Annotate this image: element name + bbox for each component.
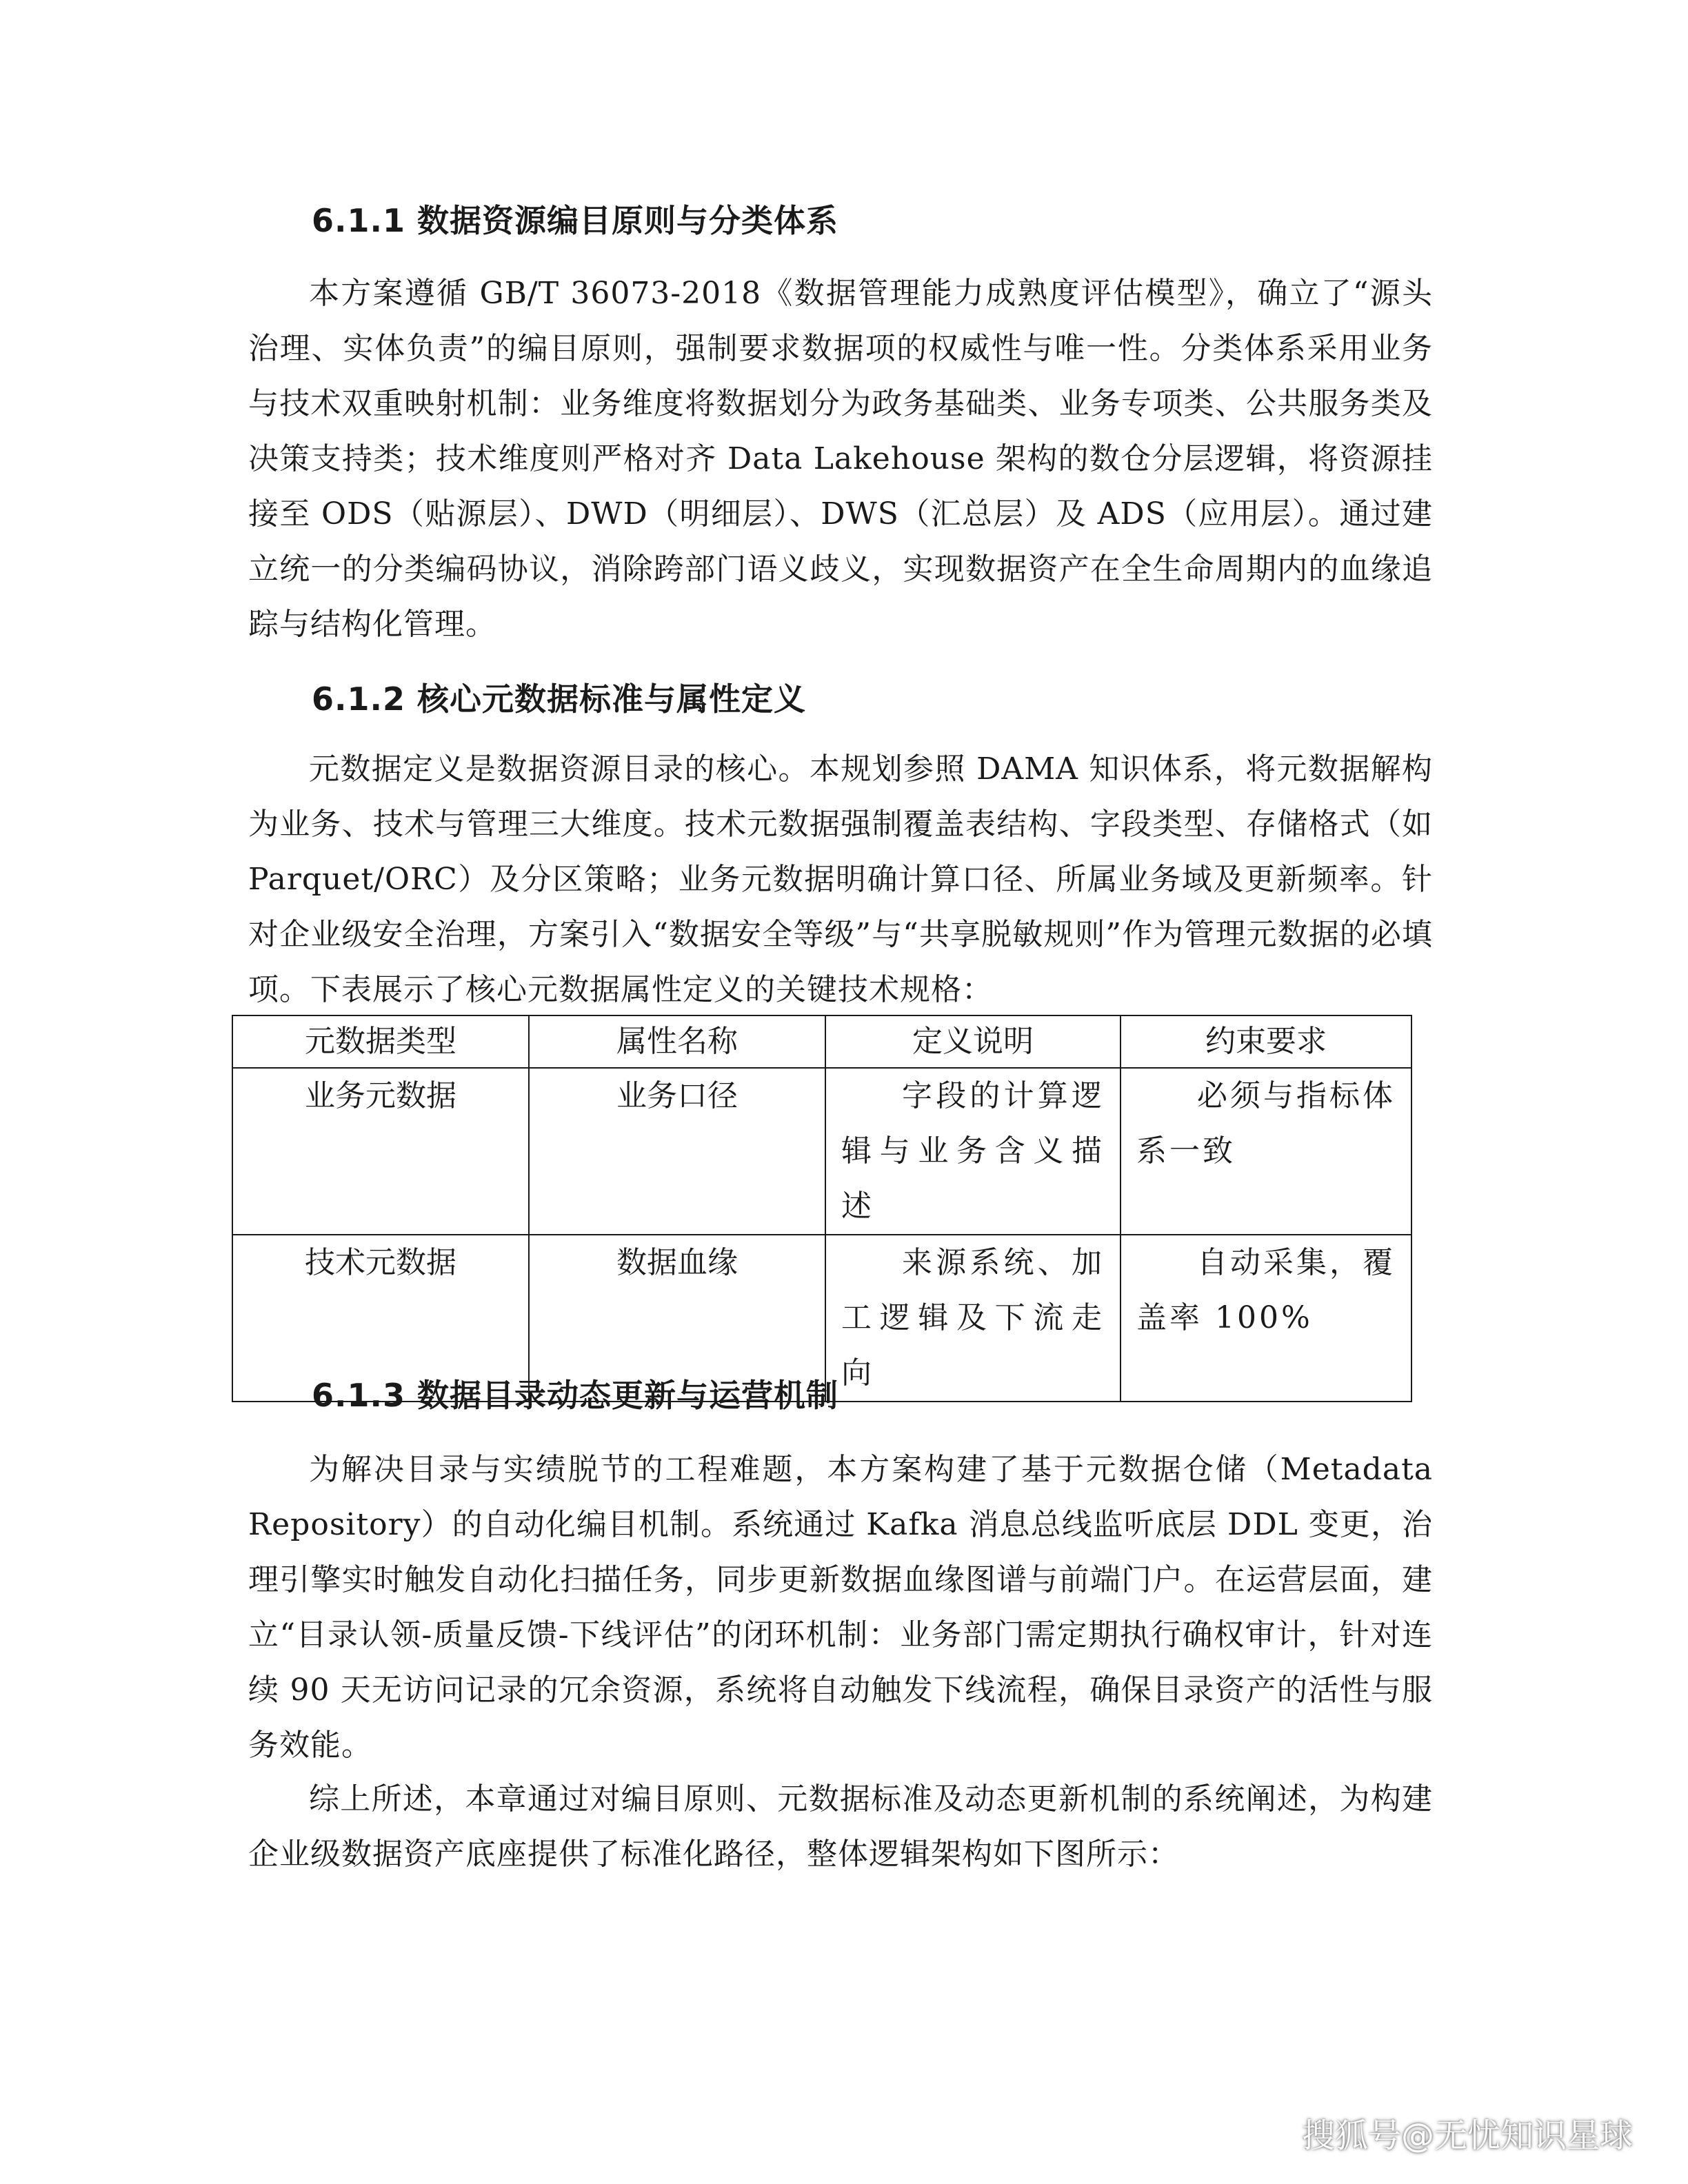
table-header-row	[232, 1015, 1411, 1068]
section-heading-6-1-2: 6.1.2 核心元数据标准与属性定义	[312, 680, 806, 718]
table-header-cell: 元数据类型	[232, 1015, 529, 1068]
summary-paragraph: 综上所述，本章通过对编目原则、元数据标准及动态更新机制的系统阐述，为构建企业级数据资产底座提供了标准化路径，整体逻辑架构如下图所示：	[248, 1781, 1433, 1872]
table-header-cell: 约束要求	[1121, 1015, 1411, 1068]
table-cell: 业务元数据	[232, 1068, 529, 1235]
section-paragraph-6-1-2: 元数据定义是数据资源目录的核心。本规划参照 DAMA 知识体系，将元数据解构为业务、技术与管理三大维度。技术元数据强制覆盖表结构、字段类型、存储格式（如 Parquet/ORC）及分区策略；业务元数据明确计算口径、所属业务域及更新频率。针对企业级安全治理，方案引入“数据安全等级”与“共享脱敏规则”作为管理元数据的必填项。下表展示了核心元数据属性定义的关键技术规格：	[248, 751, 1433, 1007]
section-paragraph-6-1-1: 本方案遵循 GB/T 36073-2018《数据管理能力成熟度评估模型》，确立了“源头治理、实体负责”的编目原则，强制要求数据项的权威性与唯一性。分类体系采用业务与技术双重映射机制：业务维度将数据划分为政务基础类、业务专项类、公共服务类及决策支持类；技术维度则严格对齐 Data Lakehouse 架构的数仓分层逻辑，将资源挂接至 ODS（贴源层）、DWD（明细层）、DWS（汇总层）及 ADS（应用层）。通过建立统一的分类编码协议，消除跨部门语义歧义，实现数据资产在全生命周期内的血缘追踪与结构化管理。	[248, 276, 1433, 642]
watermark-text: 搜狐号@无忧知识星球	[1301, 2116, 1633, 2155]
section-heading-6-1-3: 6.1.3 数据目录动态更新与运营机制	[312, 1377, 838, 1414]
table-cell: 技术元数据	[232, 1235, 529, 1402]
table-header-cell: 定义说明	[825, 1015, 1121, 1068]
table-header-cell: 属性名称	[529, 1015, 825, 1068]
section-paragraph-6-1-3: 为解决目录与实绩脱节的工程难题，本方案构建了基于元数据仓储（Metadata Repository）的自动化编目机制。系统通过 Kafka 消息总线监听底层 DDL 变更，治理引擎实时触发自动化扫描任务，同步更新数据血缘图谱与前端门户。在运营层面，建立“目录认领-质量反馈-下线评估”的闭环机制：业务部门需定期执行确权审计，针对连续 90 天无访问记录的冗余资源，系统将自动触发下线流程，确保目录资产的活性与服务效能。	[248, 1452, 1433, 1763]
table-cell: 业务口径	[529, 1068, 825, 1235]
table-cell: 来源系统、加工逻辑及下流走向	[825, 1235, 1121, 1402]
table-cell: 必须与指标体系一致	[1121, 1068, 1411, 1235]
table-row	[232, 1068, 1411, 1235]
section-heading-6-1-1: 6.1.1 数据资源编目原则与分类体系	[312, 202, 838, 239]
table-cell: 自动采集，覆盖率 100%	[1121, 1235, 1411, 1402]
table-cell: 数据血缘	[529, 1235, 825, 1402]
metadata-attribute-table	[232, 1015, 1412, 1402]
table-cell: 字段的计算逻辑与业务含义描述	[825, 1068, 1121, 1235]
